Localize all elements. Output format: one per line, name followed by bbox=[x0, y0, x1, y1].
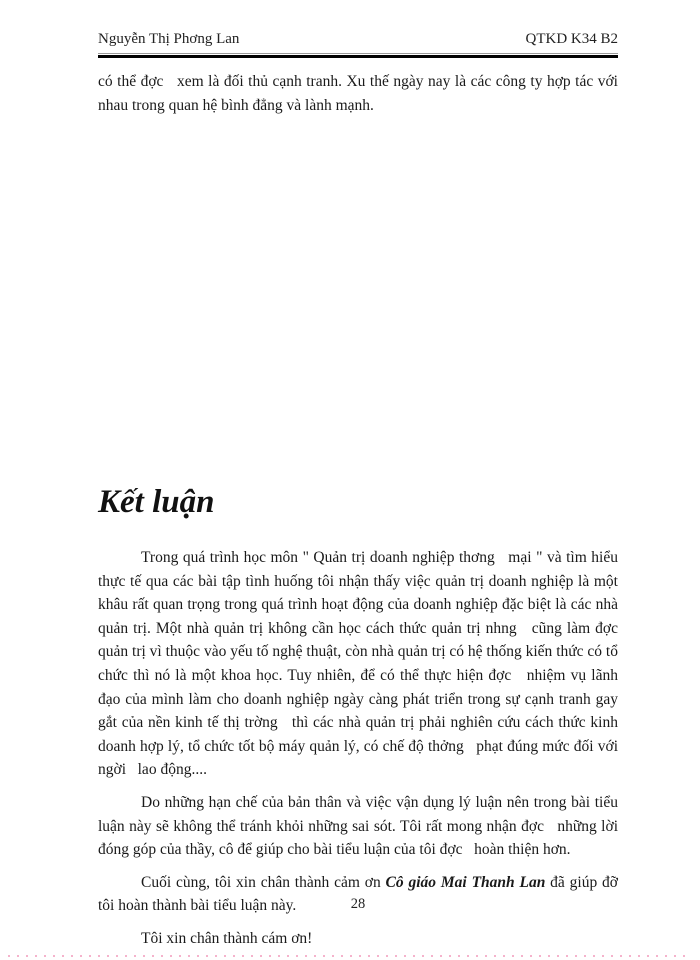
intro-paragraph: có thể đợc xem là đối thủ cạnh tranh. Xu thế ngày nay là các công ty hợp tác với nhau trong quan hệ bình đẳng và lành mạnh. bbox=[98, 73, 622, 114]
header-rule-thick bbox=[98, 55, 618, 58]
bottom-dotted-divider bbox=[8, 955, 692, 957]
body-paragraph-1: Trong quá trình học môn " Quản trị doanh nghiệp thơng mại " và tìm hiểu thực tế qua các bài tập tình huống tôi nhận thấy việc quản trị doanh nghiệp là một khâu rất quan trọng trong quá trình hoạt động của doanh nghiệp đặc biệt là các nhà quản trị. Một nhà quản trị không cần học cách thức quản trị nhng cũng làm đợc quản trị vì thuộc vào yếu tố nghệ thuật, còn nhà quản trị có hệ thống kiến thức có tổ chức thì nó là một khoa học. Tuy nhiên, để có thể thực hiện đợc nhiệm vụ lãnh đạo của mình làm cho doanh nghiệp ngày càng phát triển trong sự cạnh tranh gay gắt của nền kinh tế thị trờng thì các nhà quản trị phải nghiên cứu cách thức kinh doanh hợp lý, tổ chức tốt bộ máy quản lý, có chế độ thởng phạt đúng mức đối với ngời lao động.... bbox=[98, 549, 630, 779]
header-author: Nguyễn Thị Phơng Lan bbox=[98, 31, 240, 47]
page-number: 28 bbox=[350, 896, 366, 912]
section-heading: Kết luận bbox=[98, 484, 215, 520]
paragraph-3-text-post: đã giúp đỡ tôi hoàn thành bài tiểu luận này. bbox=[98, 873, 622, 915]
page-content bbox=[98, 0, 630, 951]
teacher-name-emphasis: Cô giáo Mai Thanh Lan bbox=[385, 873, 546, 891]
body-paragraph-4: Tôi xin chân thành cám ơn! bbox=[141, 929, 313, 947]
page-header bbox=[98, 31, 618, 48]
header-course-code: QTKD K34 B2 bbox=[525, 31, 618, 47]
paragraph-3-text-pre: Cuối cùng, tôi xin chân thành cảm ơn bbox=[141, 873, 386, 891]
body-paragraph-2: Do những hạn chế của bản thân và việc vận dụng lý luận nên trong bài tiểu luận này sẽ không thể tránh khỏi những sai sót. Tôi rất mong nhận đợc những lời đóng góp của thầy, cô để giúp cho bài tiểu luận của tôi đợc hoàn thiện hơn. bbox=[98, 793, 622, 859]
